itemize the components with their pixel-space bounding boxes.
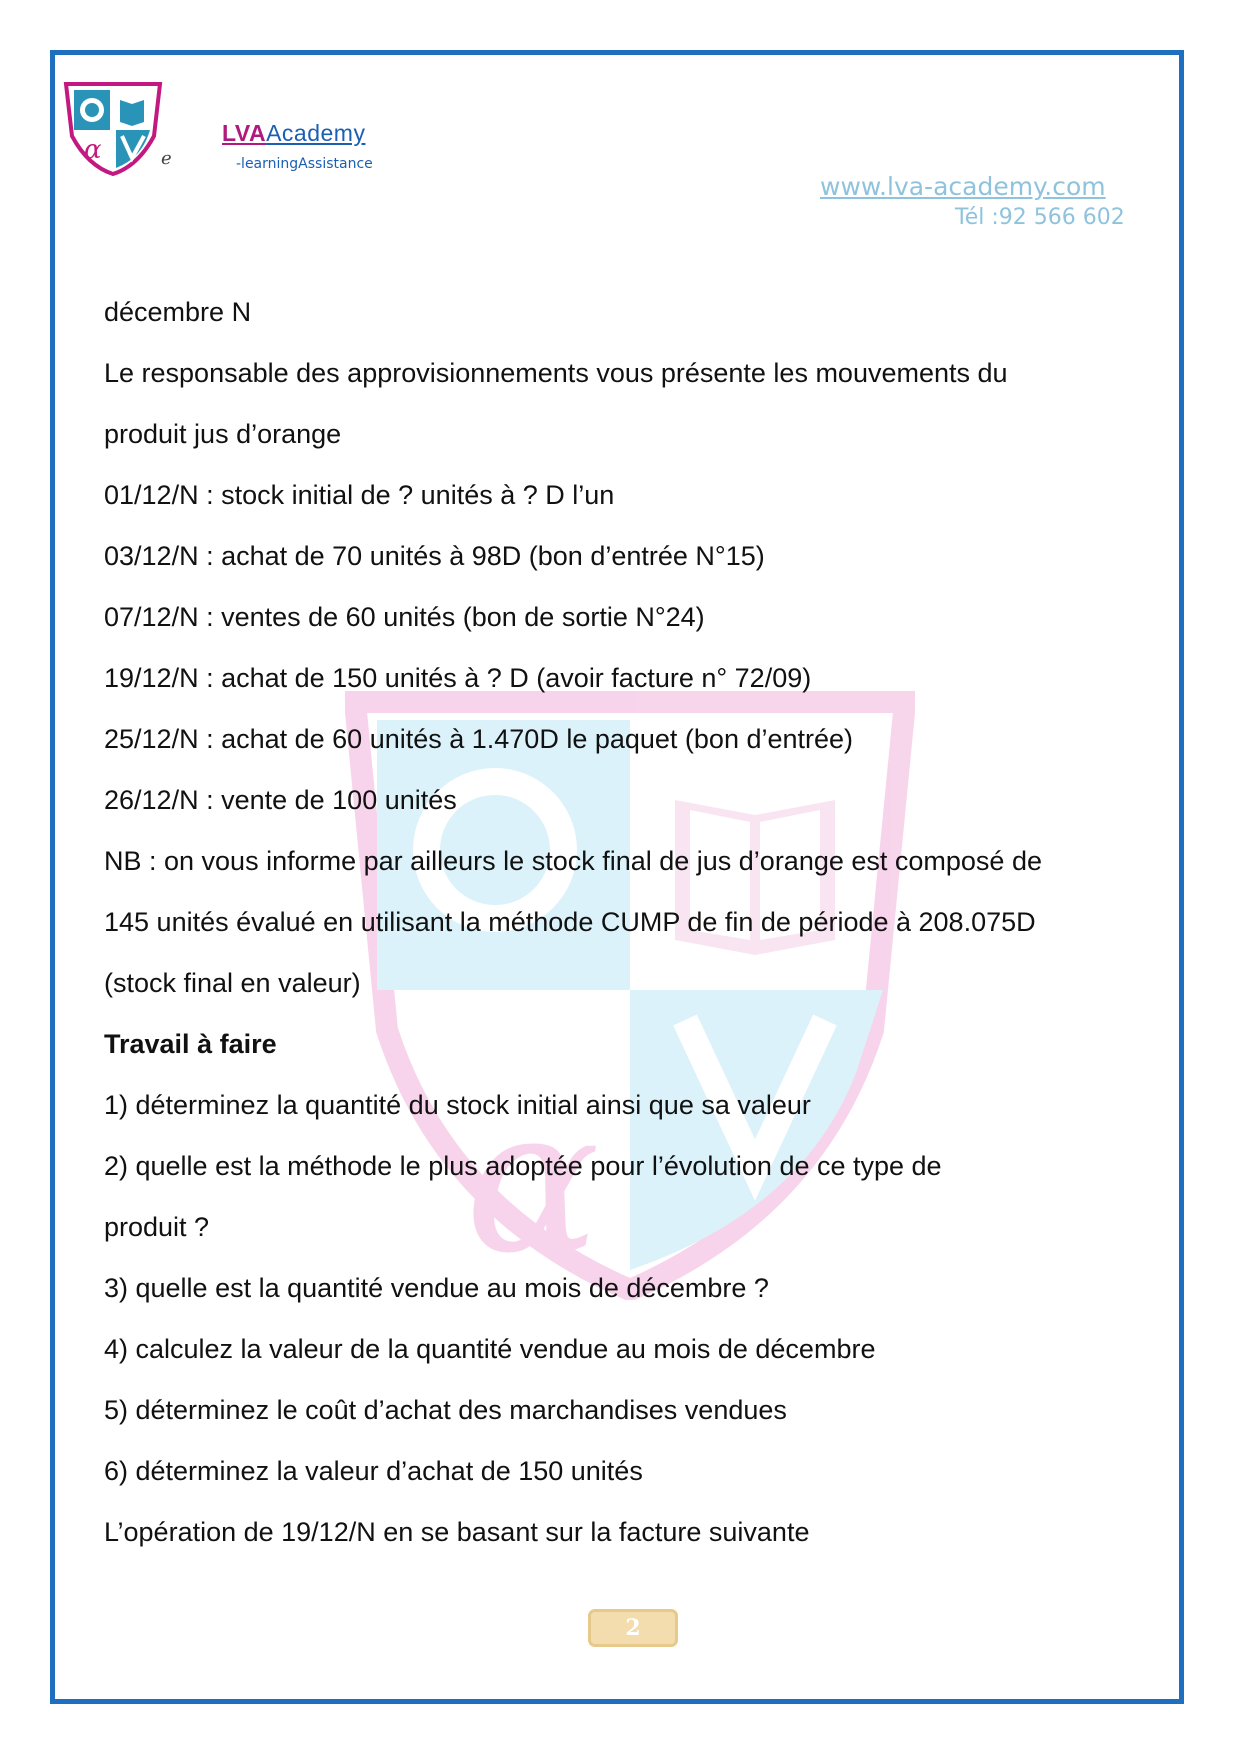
body-line: 26/12/N : vente de 100 unités (104, 785, 457, 815)
body-line: 25/12/N : achat de 60 unités à 1.470D le paquet (bon d’entrée) (104, 724, 854, 754)
task-item: produit ? (104, 1212, 210, 1242)
brand-academy: Academy (266, 120, 366, 146)
body-line: NB : on vous informe par ailleurs le stock final de jus d’orange est composé de (104, 846, 1042, 876)
task-item: 6) déterminez la valeur d’achat de 150 unités (104, 1456, 643, 1486)
svg-text:α: α (465, 1065, 601, 1298)
svg-text:α: α (84, 135, 102, 165)
body-line: Le responsable des approvisionnements vous présente les mouvements du (104, 358, 1008, 388)
brand-lva: LVA (222, 120, 267, 146)
phone-number: Tél :92 566 602 (955, 205, 1125, 230)
body-line: 03/12/N : achat de 70 unités à 98D (bon d’entrée N°15) (104, 541, 765, 571)
lva-logo-icon (58, 78, 168, 178)
brand-name (222, 120, 365, 147)
task-item: 4) calculez la valeur de la quantité vendue au mois de décembre (104, 1334, 876, 1364)
document-body (104, 282, 1164, 1563)
page-number: 2 (588, 1609, 678, 1647)
body-line: 07/12/N : ventes de 60 unités (bon de sortie N°24) (104, 602, 705, 632)
body-line: 19/12/N : achat de 150 unités à ? D (avoir facture n° 72/09) (104, 663, 812, 693)
section-heading: Travail à faire (104, 1029, 277, 1059)
body-line: décembre N (104, 297, 252, 327)
task-item: 5) déterminez le coût d’achat des marchandises vendues (104, 1395, 787, 1425)
body-line: (stock final en valeur) (104, 968, 361, 998)
task-item: 3) quelle est la quantité vendue au mois de décembre ? (104, 1273, 769, 1303)
body-line: L’opération de 19/12/N en se basant sur la facture suivante (104, 1517, 810, 1547)
task-item: 2) quelle est la méthode le plus adoptée pour l’évolution de ce type de (104, 1151, 942, 1181)
task-item: 1) déterminez la quantité du stock initial ainsi que sa valeur (104, 1090, 811, 1120)
brand-tagline: -learningAssistance (236, 156, 373, 172)
website-link[interactable]: www.lva-academy.com (820, 172, 1106, 201)
body-line: 145 unités évalué en utilisant la méthode CUMP de fin de période à 208.075D (104, 907, 1036, 937)
logo-e-glyph: e (161, 148, 172, 169)
body-line: 01/12/N : stock initial de ? unités à ? D l’un (104, 480, 615, 510)
body-line: produit jus d’orange (104, 419, 342, 449)
